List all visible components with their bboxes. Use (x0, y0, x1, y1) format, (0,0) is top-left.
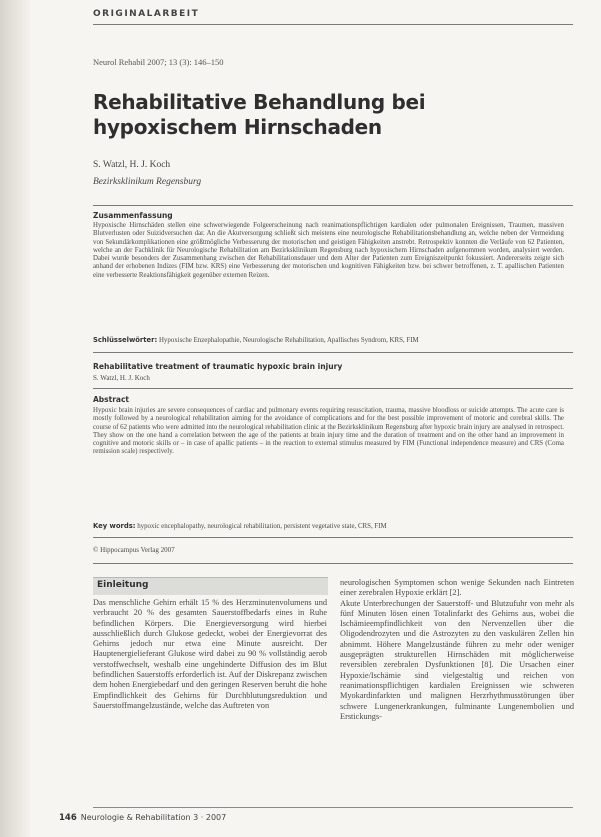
english-rule (93, 352, 573, 353)
german-keywords-text: Hypoxische Enzephalopathie, Neurologische Rehabilitation, Apallisches Syndrom, KRS, FIM (158, 337, 419, 344)
journal-name: Neurologie & Rehabilitation 3 · 2007 (80, 813, 227, 822)
footer-rule (93, 807, 573, 808)
article-title: Rehabilitative Behandlung bei hypoxischem Hirnschaden (93, 90, 426, 139)
summary-text: Hypoxische Hirnschäden stellen eine schwerwiegende Folgeerscheinung nach reanimationspflichtigen kardialen oder pulmonalen Ereignissen, Traumen, massiven Blutverlusten oder Suizidversuchen dar. An die Akutversorgung schließt sich meistens eine neurologische Rehabilitationsbehandlung an, welche neben der Vermeidung von Sekundärkomplikationen eine größtmögliche Verbesserung der motorischen und geistigen Fähigkeiten anstrebt. Retrospektiv konnten die Verläufe von 62 Patienten, welche an der Fachklinik für Neurologische Rehabilitation am Bezirksklinikum Regensburg nach hypoxischem Hirnschaden aufgenommen worden, analysiert werden. Dabei wurde besonders der Zusammenhang zwischen der Rehabilitationsdauer und dem Alter der Patienten zum Ereigniszeitpunkt fokussiert. Andererseits zeigte sich anhand der erhobenen Indizes (FIM bzw. KRS) eine Verbesserung der motorischen und kognitiven Fähigkeiten bzw. bei schwer betroffenen, z. T. apallischen Patienten eine verbesserte Reaktionsfähigkeit gegenüber externen Reizen. (93, 222, 564, 279)
abstract-text: Hypoxic brain injuries are severe consequences of cardiac and pulmonary events requiring resuscitation, trauma, massive bloodloss or suicide attempts. The acute care is mostly followed by a neurological rehabilitation aiming for the avoidance of complications and for the best possible improvement of motoric and cerebral skills. The course of 62 patients who were admitted into the neurological rehabilitation clinic at the Bezirksklinikum Regensburg after hypoxic brain injury are analysed in retrospect. They show on the one hand a correlation between the age of the patients at brain injury time and the duration of treatment and on the other hand an improvement in cognitive and motoric skills or – in case of apallic patients – in the reaction to external stimulus measured by FIM (Functional independence measure) and CRS (Coma remission scale) respectively. (93, 407, 564, 456)
article-affiliation: Bezirksklinikum Regensburg (93, 177, 202, 187)
german-keywords-label: Schlüsselwörter: (93, 336, 158, 344)
introduction-heading: Einleitung (97, 580, 149, 590)
abstract-rule (93, 388, 573, 389)
journal-reference: Neurol Rehabil 2007; 13 (3): 146–150 (93, 57, 224, 67)
copyright-rule (93, 537, 573, 538)
german-keywords (93, 336, 564, 345)
page-footer (59, 813, 226, 823)
scan-page-edge (0, 0, 30, 837)
english-authors: S. Watzl, H. J. Koch (93, 374, 150, 382)
article-authors: S. Watzl, H. J. Koch (93, 160, 171, 170)
summary-heading: Zusammenfassung (93, 211, 173, 220)
intro-right-paragraph-1: neurologischen Symptomen schon wenige Sekunden nach Eintreten einer zerebralen Hypoxie erklärt [2]. (340, 578, 574, 598)
page-number: 146 (59, 813, 77, 823)
copyright-notice: © Hippocampus Verlag 2007 (93, 546, 175, 554)
header-rule (93, 24, 573, 25)
english-title: Rehabilitative treatment of traumatic hypoxic brain injury (93, 362, 343, 371)
intro-right-column (340, 578, 574, 722)
intro-rule (93, 563, 573, 564)
introduction-heading-bar (93, 577, 328, 595)
english-keywords-text: hypoxic encephalopathy, neurological rehabilitation, persistent vegetative state, CRS, FIM (137, 523, 387, 530)
abstract-heading: Abstract (93, 395, 130, 404)
english-keywords (93, 522, 564, 531)
intro-left-paragraph: Das menschliche Gehirn erhält 15 % des Herzminutenvolumens und verbraucht 20 % des gesamten Sauerstoffbedarfs eines in Ruhe befindlichen Körpers. Die Energieversorgung wird hierbei ausschließlich durch Glukose gedeckt, wobei der Energievorrat des Gehirns jedoch nur etwa eine Minute ausreicht. Der Hauptenergielieferant Glukose wird dabei zu 90 % vollständig aerob verstoffwechselt, weshalb eine ungehinderte Diffusion des im Blut befindlichen Sauerstoffs erforderlich ist. Auf der Diskrepanz zwischen dem hohen Energiebedarf und den geringen Reserven beruht die hohe Empfindlichkeit des Gehirns für Durchblutungsreduktion und Sauerstoffmangelzustände, welche das Auftreten von (93, 598, 327, 710)
intro-right-paragraph-2: Akute Unterbrechungen der Sauerstoff- und Blutzufuhr von mehr als fünf Minuten lösen einen Totalinfarkt des Gehirns aus, wobei die Ischämieempfindlichkeit von den Nervenzellen über die Oligodendrozyten und die Astrozyten zu den vaskulären Zellen hin abnimmt. Höhere Mangelzustände führen zu mehr oder weniger ausgeprägten strukturellen Hirnschäden mit möglicherweise reversiblen zerebralen Dysfunktionen [8]. Die Ursachen einer Hypoxie/Ischämie sind vielgestaltig und reichen von reanimationspflichtigen kardialen Ereignissen wie schweren Myokardinfarkten und malignen Herzrhythmusstörungen über schwere Lungenerkrankungen, fulminante Lungenembolien und Erstickungs- (340, 598, 574, 721)
english-keywords-label: Key words: (93, 522, 136, 530)
section-tag: ORIGINALARBEIT (93, 9, 200, 19)
intro-left-column (93, 598, 327, 711)
summary-rule (93, 205, 573, 206)
